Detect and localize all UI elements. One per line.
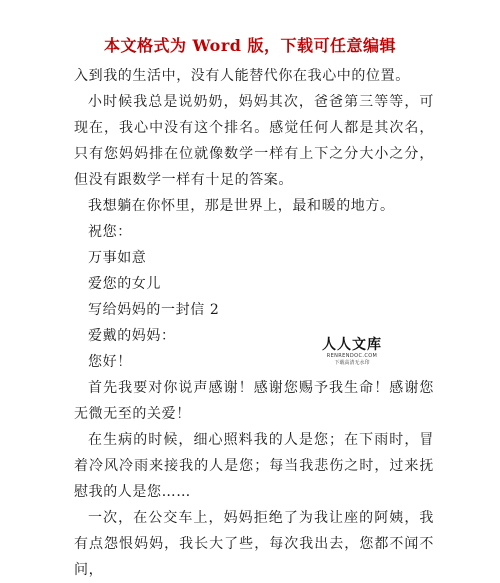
paragraph-5: 在生病的时候，细心照料我的人是您；在下雨时，冒着冷风冷雨来接我的人是您；每当我悲伤之时，过来抚慰我的人是您…… xyxy=(74,432,434,500)
paragraph-2: 小时候我总是说奶奶，妈妈其次，爸爸第三等等，可现在，我心中没有这个排名。感觉任何人都是其次名，只有您妈妈排在位就像数学一样有上下之分大小之分，但没有跟数学一样有十足的答案。 xyxy=(74,94,434,188)
watermark-domain: RENRENDOC.COM xyxy=(326,353,378,359)
signature: 爱您的女儿 xyxy=(88,276,161,292)
closing-wish-label: 祝您： xyxy=(88,224,132,240)
document-header-title: 本文格式为 Word 版，下载可任意编辑 xyxy=(103,36,397,55)
paragraph-4: 首先我要对你说声感谢！感谢您赐予我生命！感谢您无微无至的关爱！ xyxy=(74,380,434,422)
paragraph-3: 我想躺在你怀里，那是世界上，最和暖的地方。 xyxy=(88,198,395,214)
document-body xyxy=(74,63,434,583)
paragraph-1: 入到我的生活中，没有人能替代你在我心中的位置。 xyxy=(74,68,410,84)
salutation: 爱戴的妈妈： xyxy=(88,328,176,344)
section-heading: 写给妈妈的一封信 2 xyxy=(88,302,220,318)
watermark-logo xyxy=(322,337,382,367)
paragraph-6: 一次，在公交车上，妈妈拒绝了为我让座的阿姨，我有点怨恨妈妈，我长大了些，每次我出去，您都不闻不问， xyxy=(74,510,434,578)
watermark-name: 人人文库 xyxy=(322,337,382,353)
closing-wish: 万事如意 xyxy=(88,250,147,266)
watermark-tagline: 下载高清无水印 xyxy=(334,360,370,366)
greeting: 您好！ xyxy=(88,354,132,370)
